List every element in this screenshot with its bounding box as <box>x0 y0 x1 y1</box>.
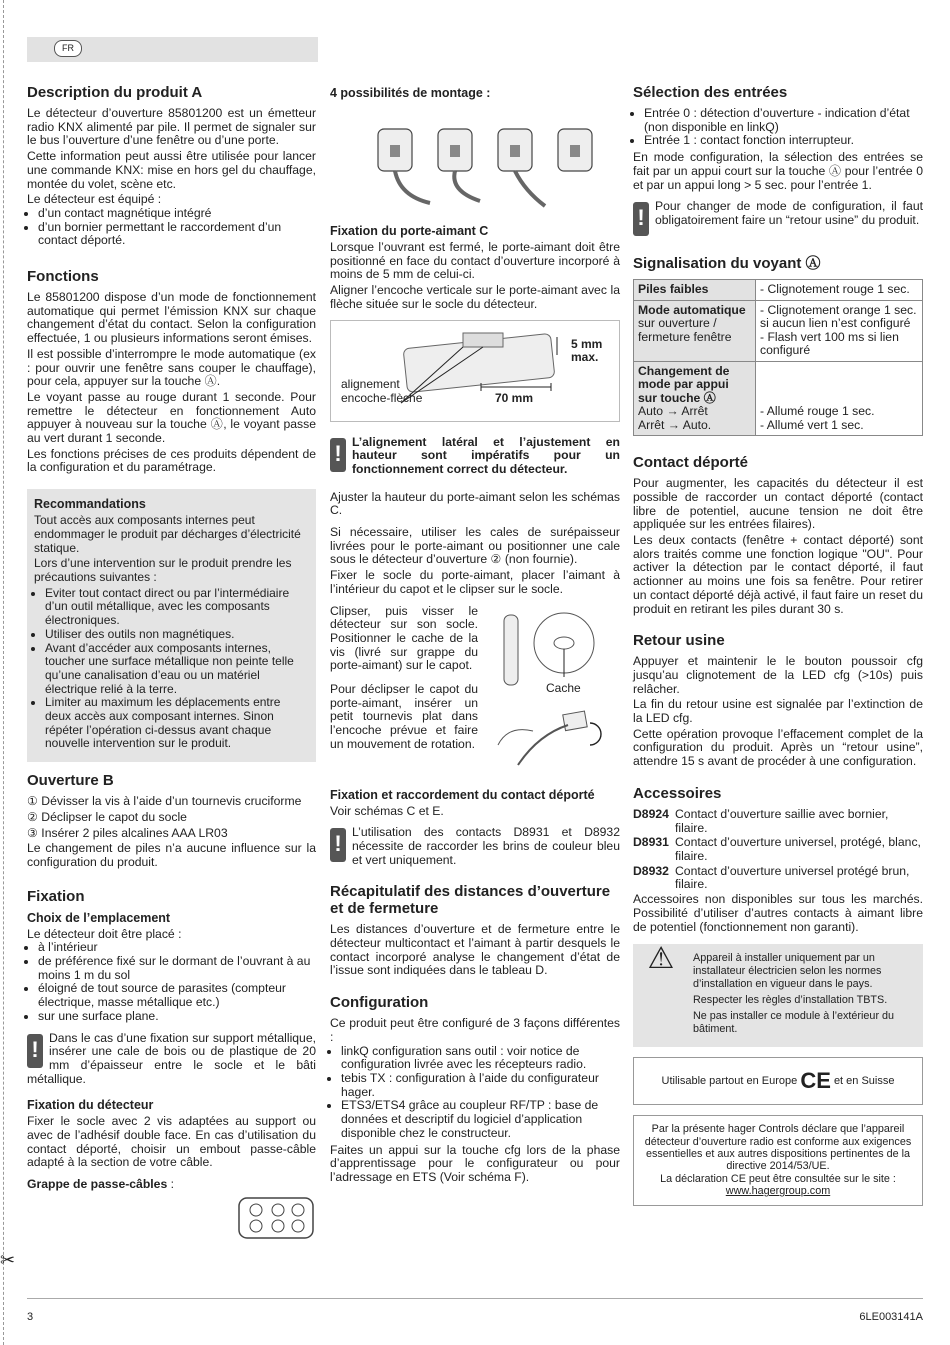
footer-rule <box>27 1298 923 1299</box>
list-item: • Entrée 1 : contact fonction interrupteur. <box>644 134 923 148</box>
desc-paragraph-1: Le détecteur d’ouverture 85801200 est un émetteur radio KNX alimenté par pile. Il permet de signaler sur le bus l’ouverture d’une fenêtre ou d’une porte. <box>27 106 316 148</box>
cable-grommet-illustration <box>27 1192 317 1242</box>
accessory-ref: D8932 <box>633 863 669 878</box>
list-item: • Entrée 0 : détection d’ouverture - indication d’état (non disponible en linkQ) <box>644 107 923 134</box>
p-fixsocle: Fixer le socle du porte-aimant, placer l’aimant à l’intérieur du capot et le clipser sur le socle. <box>330 568 620 596</box>
led-table <box>633 279 923 436</box>
list-item: • Eviter tout contact direct ou par l’intermédiaire d’un outil métallique, avec les composants électroniques. <box>45 587 308 628</box>
installer-info-box <box>633 944 923 1047</box>
heading-fonctions: Fonctions <box>27 268 99 286</box>
list-item: • Avant d’accéder aux composants internes, toucher une surface métallique non peinte telle qu’une canalisation d’eau ou un matériel électrique relié à la terre. <box>45 642 308 697</box>
label-max: max. <box>571 349 599 364</box>
reco-list <box>34 587 308 751</box>
fonc-paragraph-1: Le 85801200 dispose d’un mode de fonctionnement automatique qui permet l’émission KNX sur chaque changement d’état du contact. Selon la configuration effectuée, 1 ou plusieurs informations seront émises. <box>27 290 316 346</box>
info-line-1: Appareil à installer uniquement par un installateur électricien selon les normes d’installation en vigueur dans le pays. <box>693 952 882 991</box>
heading-accessoires: Accessoires <box>633 784 722 802</box>
table-row <box>634 300 923 361</box>
heading-raccordement: Fixation et raccordement du contact déporté <box>330 787 595 802</box>
fonc-paragraph-2: Il est possible d’interrompre le mode automatique (ex : pour ouvrir une fenêtre sans couper le chauffage), pour cela, appuyer sur la touche Ⓐ. <box>27 346 316 389</box>
subheading-emplacement: Choix de l’emplacement <box>27 910 171 925</box>
heading-fixation: Fixation <box>27 887 85 905</box>
page-number: 3 <box>27 1311 34 1323</box>
document-reference: 6LE003141A <box>859 1311 923 1323</box>
list-item: • d’un contact magnétique intégré <box>38 207 316 221</box>
desc-paragraph-3: Le détecteur est équipé : <box>27 192 162 207</box>
list-item: • Utiliser des outils non magnétiques. <box>45 628 308 642</box>
p-declip: Pour déclipser le capot du porte-aimant, insérer un petit tournevis plat dans l’encoche prévue et faire un mouvement de rotation. <box>330 682 478 751</box>
cache-label: Cache <box>546 680 581 695</box>
ce-mark-icon: CE <box>800 1068 831 1094</box>
list-item: • sur une surface plane. <box>38 1010 316 1024</box>
list-item: • linkQ configuration sans outil : voir notice de configuration livrée avec les récepteurs radio. <box>341 1045 620 1072</box>
column-3 <box>633 78 923 1206</box>
alignment-warning-text: L’alignement latéral et l’ajustement en hauteur sont impératifs pour un fonctionnement correct du détecteur. <box>352 435 620 476</box>
selection-warning <box>633 200 923 236</box>
recap-paragraph: Les distances d’ouverture et de fermeture entre le détecteur multicontact et l’aimant à partir desquels le contact incorporé analyse le changement d’état de l’issue sont indiquées dans le tableau D. <box>330 922 620 978</box>
portaim-paragraph-2: Aligner l’encoche verticale sur le porte-aimant avec la flèche située sur le socle du détecteur. <box>330 283 620 311</box>
led-cell: - Allumé vert 1 sec. <box>760 417 864 432</box>
ouv-step-2: ② Déclipser le capot du socle <box>27 809 187 824</box>
config-paragraph-2: Faites un appui sur la touche cfg lors de la phase d’apprentissage pour le configurateur ou pour l’adressage en ETS (Voir schéma F). <box>330 1142 620 1184</box>
list-item: • tebis TX : configuration à l’aide du configurateur hager. <box>341 1072 620 1099</box>
ouv-step-1: ① Dévisser la vis à l’aide d’un tournevis cruciforme <box>27 794 302 809</box>
ru-paragraph-1: Appuyer et maintenir le le bouton poussoir cfg jusqu’au clignotement de la LED cfg (>10s) puis relâcher. <box>633 654 923 696</box>
grappe-line <box>27 1178 316 1192</box>
led-cell: - Allumé rouge 1 sec. <box>760 404 875 419</box>
ru-paragraph-2: La fin du retour usine est signalée par l’extinction de la LED cfg. <box>633 697 923 726</box>
raccord-paragraph: Voir schémas C et E. <box>330 803 444 818</box>
grappe-label: Grappe de passe-câbles <box>27 1177 168 1192</box>
fix-paragraph: Le détecteur doit être placé : <box>27 926 182 941</box>
heading-porte-aimant: Fixation du porte-aimant C <box>330 224 489 238</box>
language-badge: FR <box>54 40 82 57</box>
column-2 <box>330 78 620 1187</box>
led-cell: Changement de mode par appui sur touche Ⓐ <box>638 363 730 405</box>
heading-configuration: Configuration <box>330 994 429 1012</box>
led-cell: sur ouverture / fermeture fenêtre <box>638 316 732 344</box>
label-alignement: alignement <box>341 376 400 391</box>
label-5mm: 5 mm <box>571 336 603 351</box>
warning-icon: ! <box>633 202 649 236</box>
led-cell: - Flash vert 100 ms si lien configuré <box>760 329 899 358</box>
column-1 <box>27 78 316 1247</box>
info-line-2: Respecter les règles d’installation TBTS. <box>693 994 888 1007</box>
raccord-warning <box>330 826 620 867</box>
fonc-paragraph-4: Les fonctions précises de ces produits dépendent de la configuration et du paramétrage. <box>27 446 316 475</box>
heading-ouverture: Ouverture B <box>27 772 114 790</box>
fonc-paragraph-3: Le voyant passe au rouge durant 1 seconde. Pour remettre le détecteur en fonctionnement Auto appuyer à nouveau sur la touche Ⓐ, le voyant passe au vert durant 1 seconde. <box>27 389 316 446</box>
table-row <box>634 361 923 436</box>
ce-frame <box>633 1057 923 1105</box>
accessory-text: Contact d’ouverture universel, protégé, blanc, filaire. <box>675 835 921 863</box>
led-cell: - Clignotement orange 1 sec. si aucun lien n’est configuré <box>760 302 917 331</box>
declaration-text-2: La déclaration CE peut être consultée sur le site : <box>660 1172 896 1185</box>
list-item: • Limiter au maximum les déplacements entre deux accès aux composant internes. Sinon répéter l’opération ci-dessus avant chaque nouvelle intervention sur le produit. <box>45 696 308 751</box>
ce-left-text: Utilisable partout en Europe <box>661 1075 798 1088</box>
accessory-row <box>633 865 923 892</box>
grappe-colon: : <box>167 1177 175 1192</box>
recommendations-box <box>27 489 316 762</box>
fix-list <box>27 941 316 1023</box>
declaration-frame <box>633 1115 923 1205</box>
scissors-icon: ✂ <box>0 1250 16 1270</box>
ru-paragraph-3: Cette opération provoque l’effacement complet de la configuration du produit. Après un “retour usine”, attendre 15 s avant de procéder à une configuration. <box>633 726 923 769</box>
led-cell: Auto → Arrêt <box>638 404 708 419</box>
accessory-ref: D8931 <box>633 835 669 850</box>
label-70mm: 70 mm <box>495 390 534 405</box>
mounting-options-illustration <box>330 111 620 211</box>
selection-warning-text: Pour changer de mode de configuration, il faut obligatoirement faire un “retour usine” du produit. <box>655 200 923 227</box>
clip-section <box>330 605 620 780</box>
list-item: • d’un bornier permettant le raccordement d’un contact déporté. <box>38 221 316 248</box>
accessory-text: Contact d’ouverture saillie avec bornier, filaire. <box>675 806 889 835</box>
selection-list <box>633 107 923 148</box>
cd-paragraph-1: Pour augmenter, les capacités du détecteur il est possible de raccorder un contact déporté (contact libre de potentiel, aucune tension ne doit être appliquée sur les entrées filaires). <box>633 476 923 532</box>
config-paragraph: Ce produit peut être configuré de 3 façons différentes : <box>330 1016 620 1044</box>
cut-line <box>3 0 4 1345</box>
list-item: • à l’intérieur <box>38 941 316 955</box>
info-line-3: Ne pas installer ce module à l’extérieur du bâtiment. <box>693 1010 895 1036</box>
heading-montage: 4 possibilités de montage : <box>330 86 491 100</box>
accessory-row <box>633 808 923 835</box>
fix-warning-text: Dans le cas d’une fixation sur support métallique, insérer une cale de bois ou de plastique de 20 mm d’épaisseur entre le socle et le bâti métallique. <box>27 1031 316 1086</box>
cd-paragraph-2: Les deux contacts (fenêtre + contact déporté) sont alors traités comme une fonction logique "OU". Pour activer la détection par le contact déporté, il faut actionner au moins une fois sa fenêtre. Pour retirer un contact déporté déjà activé, il faut faire un reset du produit en retirant les piles durant 30 s. <box>633 533 923 616</box>
led-cell: Mode automatique <box>638 302 746 317</box>
accessory-ref: D8924 <box>633 806 669 821</box>
heading-selection: Sélection des entrées <box>633 84 788 101</box>
portaim-paragraph-1: Lorsque l’ouvrant est fermé, le porte-aimant doit être positionné en face du contact d’ouverture incorporé à moins de 5 mm de celui-ci. <box>330 240 620 282</box>
fixdet-paragraph: Fixer le socle avec 2 vis adaptées au support ou avec de l’adhésif double face. En cas d’utilisation du contact déporté, choisir un embout passe-câble adapté à la section de votre câble. <box>27 1114 316 1170</box>
declaration-text: Par la présente hager Controls déclare que l’appareil détecteur d’ouverture radio est conforme aux exigences essentielles et aux autres dispositions pertinentes de la directive 2014/53/UE. <box>644 1123 912 1173</box>
config-list <box>330 1045 620 1141</box>
p-cales: Si nécessaire, utiliser les cales de surépaisseur livrées pour le porte-aimant ou positionner une cale sous le détecteur d’ouverture ② (non fournie). <box>330 525 620 567</box>
led-cell: Piles faibles <box>638 282 709 297</box>
raccord-warning-text: L’utilisation des contacts D8931 et D8932 nécessite de raccorder les brins de couleur bleu et vert uniquement. <box>352 826 620 867</box>
reco-title: Recommandations <box>34 497 146 512</box>
list-item: • éloigné de tout source de parasites (compteur électrique, masse métallique etc.) <box>38 982 316 1009</box>
declaration-link[interactable]: www.hagergroup.com <box>725 1185 831 1198</box>
reco-paragraph-1: Tout accès aux composants internes peut endommager le produit par décharges d’électricité statique. <box>34 513 301 555</box>
heading-contact-deporte: Contact déporté <box>633 454 749 472</box>
led-cell: - Clignotement rouge 1 sec. <box>756 280 923 301</box>
desc-list <box>27 207 316 248</box>
list-item: • ETS3/ETS4 grâce au coupleur RF/TP : base de données et descriptif du logiciel d’application disponible chez le constructeur. <box>341 1099 620 1140</box>
alignment-diagram <box>330 320 620 422</box>
p-ajust: Ajuster la hauteur du porte-aimant selon les schémas C. <box>330 489 620 518</box>
list-item: • de préférence fixé sur le dormant de l’ouvrant à au moins 1 m du sol <box>38 955 316 982</box>
alignment-drawing <box>331 321 619 421</box>
label-encoche: encoche-flèche <box>341 390 423 405</box>
heading-description: Description du produit A <box>27 84 203 101</box>
accessory-text: Contact d’ouverture universel protégé brun, filaire. <box>675 863 910 892</box>
led-cell: Arrêt → Auto. <box>638 417 712 432</box>
ouv-paragraph: Le changement de piles n’a aucune influence sur la configuration du produit. <box>27 841 316 869</box>
warning-triangle-icon: ⚠ <box>647 942 675 976</box>
warning-icon: ! <box>27 1034 43 1068</box>
heading-voyant: Signalisation du voyant Ⓐ <box>633 255 821 273</box>
reco-paragraph-2: Lors d’une intervention sur le produit prendre les précautions suivantes : <box>34 556 292 584</box>
ce-right-text: et en Suisse <box>833 1075 895 1088</box>
p-clipser: Clipser, puis visser le détecteur sur son socle. Positionner le cache de la vis (livré sur grappe du porte-aimant) sur le capot. <box>330 603 478 673</box>
table-row <box>634 280 923 301</box>
subheading-fixation-detecteur: Fixation du détecteur <box>27 1098 154 1113</box>
desc-paragraph-2: Cette information peut aussi être utilisée pour lancer une commande KNX: mise en hors gel du chauffage, montée du volet, scène etc. <box>27 149 316 191</box>
warning-icon: ! <box>330 438 346 472</box>
acc-paragraph: Accessoires non disponibles sur tous les marchés. Possibilité d’utiliser d’autres contacts à aimant libre de potentiel (fonctionnement non garanti). <box>633 892 923 934</box>
fix-warning <box>27 1032 316 1087</box>
ouv-step-3: ③ Insérer 2 piles alcalines AAA LR03 <box>27 825 228 840</box>
selection-paragraph: En mode configuration, la sélection des entrées se fait par un appui court sur la touche Ⓐ pour l’entrée 0 et par un appui long > 5 sec. pour l’entrée 1. <box>633 150 923 192</box>
warning-icon: ! <box>330 828 346 862</box>
alignment-warning <box>330 436 620 477</box>
heading-retour-usine: Retour usine <box>633 632 725 650</box>
accessory-row <box>633 836 923 863</box>
heading-recapitulatif: Récapitulatif des distances d’ouverture et de fermeture <box>330 883 611 918</box>
